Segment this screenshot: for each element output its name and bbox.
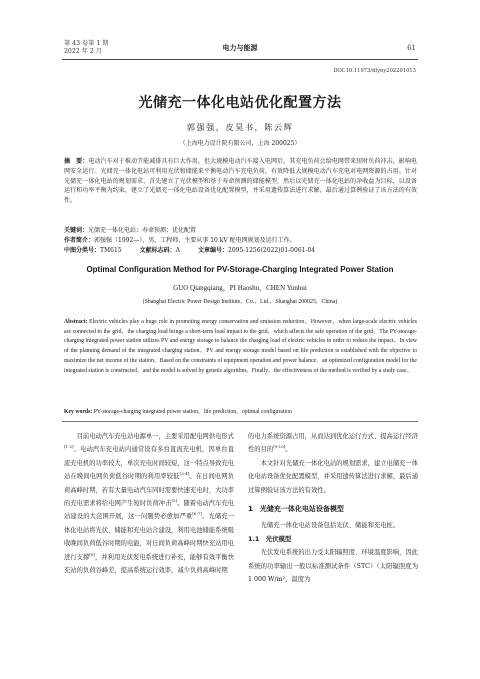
- author-bio: [64, 236, 417, 246]
- authors-chinese: 郭强强，皮昊书，陈云辉: [186, 122, 294, 132]
- clc-label: 中图分类号：: [64, 247, 101, 254]
- volume-issue: 第 43 卷第 1 期: [64, 40, 109, 47]
- doc-code-label: 文献标志码：: [139, 247, 176, 254]
- keywords-label: 关键词：: [64, 227, 89, 234]
- abstract-chinese: [64, 157, 417, 206]
- title-english: Optimal Configuration Method for PV-Storage-Charging Integrated Power Station: [86, 265, 394, 274]
- body-column-right: [248, 430, 418, 586]
- abstract-text: 电动汽车对于推动节能减排具有巨大作用，但大规模电动汽车接入电网后，其充电负荷会给电网带来短时负荷冲击，影响电网安全运行。光储充一体化电站可利用光伏和储能来平衡电动汽车充电负荷，有效降低大规模电动汽车充电对电网资源的占用。针对光储充一体化电站的规划需求，首先建立了光伏模型和基于寿命预测的储能模型，然后以光储充一体化电站的净收益为目标，以设备运行和功率平衡为约束，建立了光储充一体化电站设备优化配置模型，并采用遗传算法进行求解，最后通过算例验证了该方法的有效性。: [64, 158, 417, 205]
- paragraph: 光伏发电系统的出力受太阳辐照度、环境温度影响，因此系统的功率输出一般以标准测试条件（STC）（太阳辐照度为 1 000 W/m²，温度为: [248, 549, 419, 584]
- abstract-divider: [62, 421, 418, 422]
- doc-code: A: [175, 247, 180, 254]
- title-chinese: 光储充一体化电站优化配置方法: [138, 95, 342, 111]
- keywords-text: 光储充一体化电站；寿命预测；优化配置: [88, 227, 197, 234]
- citation[interactable]: [5]: [171, 497, 178, 503]
- paragraph: 光储充一体化电站设备包括光伏、储能和充电桩。: [260, 522, 400, 530]
- paragraph: 目前电动汽车充电站电源单一，主要采用配电网供电形式[1-2]。电动汽车充电站内通常设有多台直流充电机，因单台直流充电机的功率较大，单次充电时间较短，这一特点导致充电站在晚间电网负荷低谷时期的利用率较低[3-4]。在日间电网负荷高峰时期，若有大量电动汽车同时需要快速充电时，大功率的充电需求将给电网产生短时负荷冲击[5]。随着电动汽车充电站建设的大范围开展，这一问题势必愈加严重[6-7]。光储充一体化电站将光伏、储能和充电站合建设，利用电池储能系统吸收晚间负荷低谷时期的电能，对日间负荷高峰时期快充站用电进行支撑[8]，并利用光伏发电系统进行补充，能够有效平衡快充站的负荷谷峰差，提高系统运行效率，减少负荷高峰时期: [64, 433, 235, 575]
- article-no-label: 文章编号：: [197, 247, 228, 254]
- affiliation-chinese: （上海电力设计院有限公司，上海 200025）: [179, 140, 301, 147]
- page-number: 61: [407, 44, 416, 52]
- header-divider: [62, 59, 418, 60]
- keywords-en-label: Key words:: [64, 409, 93, 415]
- article-no: 2095-1256(2022)01-0061-04: [228, 247, 316, 254]
- abstract-en-text: Electric vehicles play a huge role in promoting energy conservation and emission reduction。However，when large-scale electric vehicles are connected to the grid，the charging load brings a short-term load impact to the grid，which affects the safe operation of the grid。The PV-storage-charging integrated power station utilizes PV and energy storage to balance the charging load of electric vehicles in order to reduce the impact。In view of the planning demand of the integrated charging station，PV and energy storage model based on life prediction is established with the objective to maximize the net income of the station。Based on the constraints of equipment operation and power balance，an optimized configuration model for the integrated station is constructed，and the model is solved by genetic algorithm。Finally，the effectiveness of the method is verified by a study case。: [64, 319, 418, 374]
- keywords-en-text: PV-storage-charging integrated power station，life prediction，optimal configuration: [93, 409, 292, 415]
- body-column-left: [64, 430, 234, 577]
- paragraph: 本文针对光储充一体化电站的规划需求，建立电储充一体化电站设备优化配置模型，并采用遗传算法进行求解，最后通过算例验证该方法的有效性。: [248, 459, 419, 494]
- author-bio-text: 郭强强（1992—），男，工程师，主要从事 10 kV 配电网规划及运行工作。: [94, 237, 296, 244]
- citation[interactable]: [1-2]: [64, 444, 74, 450]
- abstract-english: [64, 318, 417, 376]
- keywords-english: [64, 406, 417, 415]
- keywords-chinese: [64, 226, 417, 236]
- paragraph: 的电力系统资源占用，从而达到优化运行方式、提高运行经济性的目的[9-10]。: [248, 433, 419, 454]
- citation[interactable]: [8]: [89, 551, 95, 557]
- abstract-en-label: Abstract:: [64, 319, 88, 325]
- subsection-heading: 1.1 光伏模型: [248, 534, 292, 543]
- affiliation-english: (Shanghai Electric Power Design Institute，Co.，Ltd.，Shanghai 200025，China): [142, 299, 338, 305]
- clc-code: TM615: [100, 247, 122, 254]
- author-bio-label: 作者简介：: [64, 237, 95, 244]
- citation[interactable]: [3-4]: [179, 471, 190, 477]
- issue-date: 2022 年 2 月: [64, 48, 102, 55]
- citation[interactable]: [6-7]: [192, 511, 202, 517]
- doi: DOI:10.11973/dlyny202201013: [333, 68, 416, 74]
- authors-english: GUO Qiangqiang，PI Haoshu，CHEN Yunhui: [173, 284, 307, 292]
- abstract-label: 摘 要：: [64, 158, 89, 165]
- classification-line: [64, 246, 417, 256]
- citation[interactable]: [9-10]: [273, 444, 286, 450]
- journal-name: 电力与能源: [222, 44, 258, 52]
- section-heading: 1 光储充一体化电站设备模型: [248, 505, 344, 514]
